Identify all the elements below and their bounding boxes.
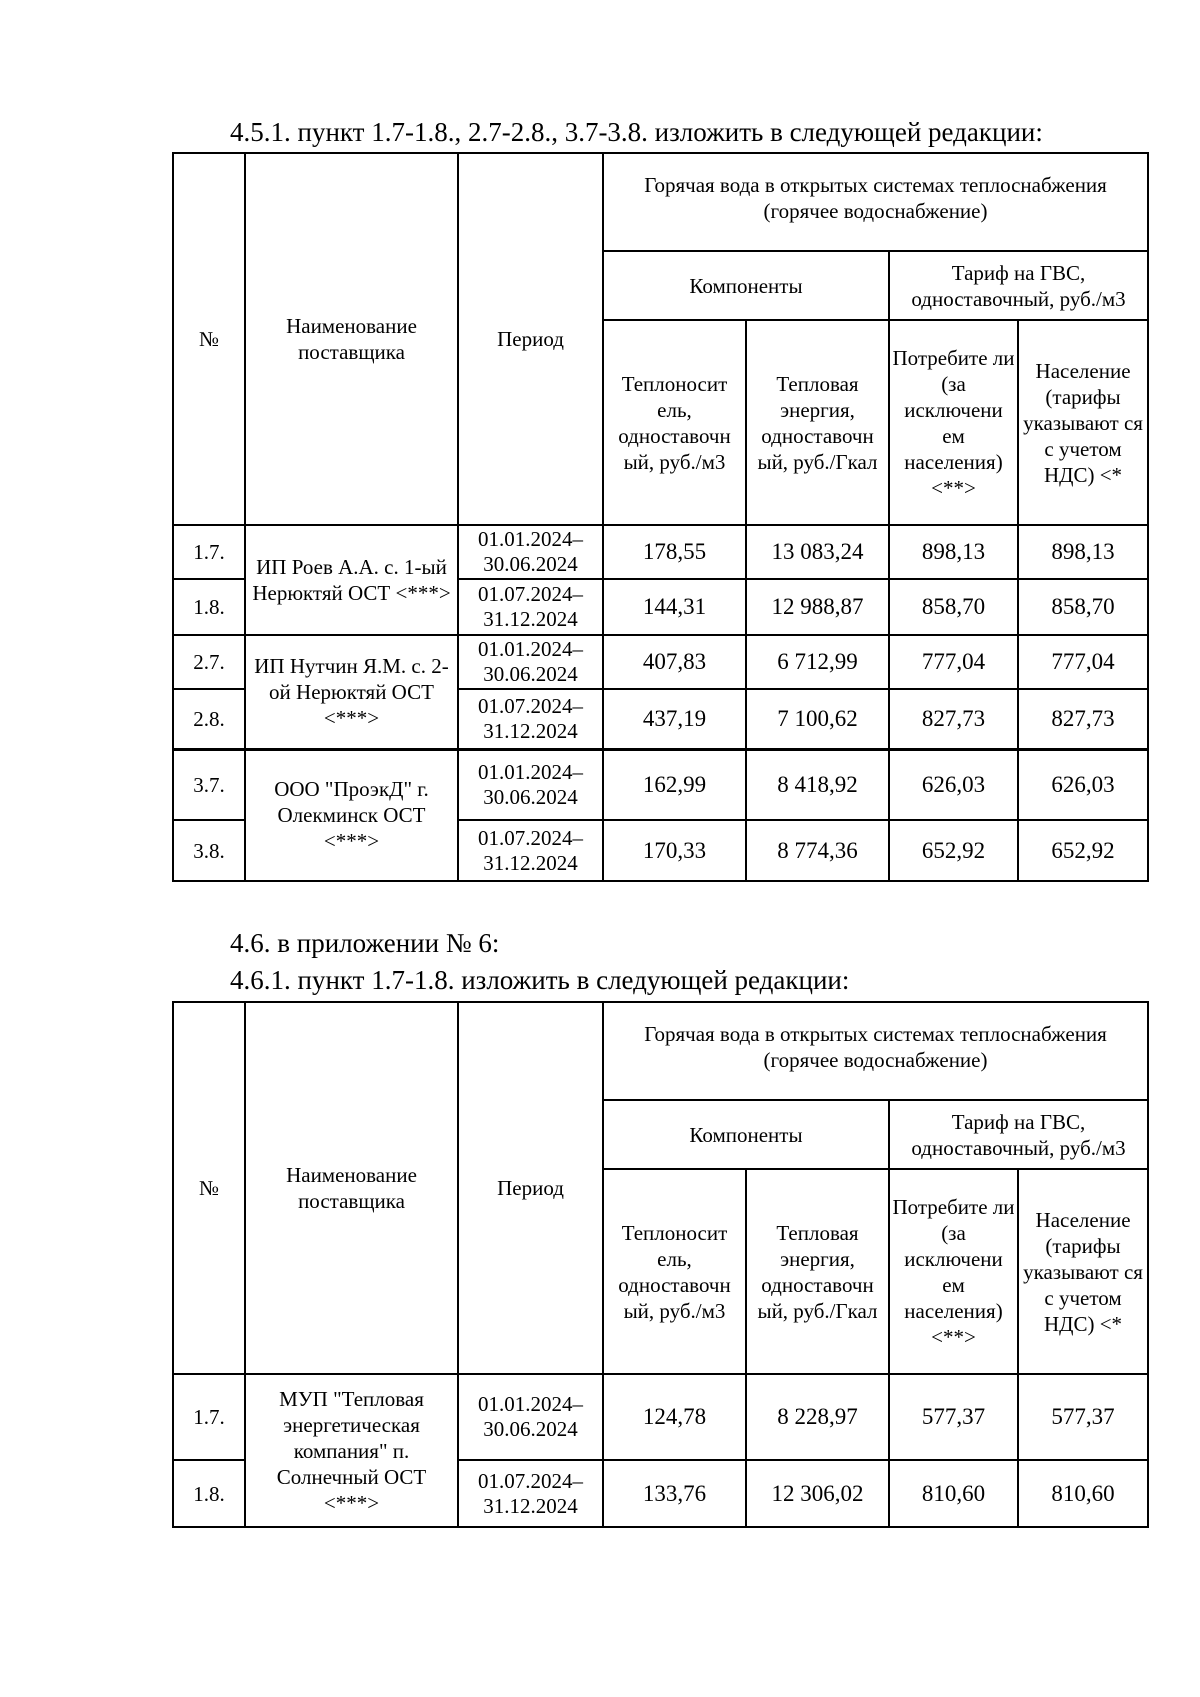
row-heat-energy: 7 100,62 bbox=[746, 689, 889, 749]
header-components: Компоненты bbox=[603, 1100, 889, 1169]
row-population: 577,37 bbox=[1018, 1374, 1148, 1460]
row-heat-energy: 8 228,97 bbox=[746, 1374, 889, 1460]
row-consumers: 827,73 bbox=[889, 689, 1018, 749]
row-consumers: 898,13 bbox=[889, 525, 1018, 579]
row-consumers: 810,60 bbox=[889, 1460, 1018, 1527]
row-num: 2.8. bbox=[173, 689, 245, 749]
row-period: 01.01.2024– 30.06.2024 bbox=[458, 1374, 603, 1460]
row-num: 1.8. bbox=[173, 1460, 245, 1527]
row-population: 898,13 bbox=[1018, 525, 1148, 579]
table-row bbox=[173, 749, 1148, 820]
row-heat-carrier: 144,31 bbox=[603, 579, 746, 635]
header-num: № bbox=[173, 1002, 245, 1374]
row-period: 01.07.2024– 31.12.2024 bbox=[458, 1460, 603, 1527]
row-num: 2.7. bbox=[173, 635, 245, 689]
table-row bbox=[173, 1374, 1148, 1460]
header-consumers: Потребите ли (за исключени ем населения) <**> bbox=[889, 320, 1018, 525]
row-population: 652,92 bbox=[1018, 820, 1148, 881]
row-heat-energy: 8 774,36 bbox=[746, 820, 889, 881]
row-num: 1.7. bbox=[173, 1374, 245, 1460]
row-consumers: 652,92 bbox=[889, 820, 1018, 881]
row-heat-carrier: 162,99 bbox=[603, 749, 746, 820]
header-tariff: Тариф на ГВС, одноставочный, руб./м3 bbox=[889, 251, 1148, 320]
header-period: Период bbox=[458, 153, 603, 525]
supplier-name: ИП Роев А.А. с. 1-ый Нерюктяй ОСТ <***> bbox=[245, 525, 458, 635]
row-period: 01.07.2024– 31.12.2024 bbox=[458, 689, 603, 749]
row-heat-carrier: 178,55 bbox=[603, 525, 746, 579]
row-population: 810,60 bbox=[1018, 1460, 1148, 1527]
row-population: 858,70 bbox=[1018, 579, 1148, 635]
header-group-title: Горячая вода в открытых системах теплоснабжения (горячее водоснабжение) bbox=[603, 153, 1148, 251]
supplier-name: МУП "Тепловая энергетическая компания" п. Солнечный ОСТ <***> bbox=[245, 1374, 458, 1527]
row-consumers: 777,04 bbox=[889, 635, 1018, 689]
row-period: 01.01.2024– 30.06.2024 bbox=[458, 635, 603, 689]
row-population: 827,73 bbox=[1018, 689, 1148, 749]
row-heat-carrier: 133,76 bbox=[603, 1460, 746, 1527]
row-period: 01.01.2024– 30.06.2024 bbox=[458, 749, 603, 820]
tariff-table-1 bbox=[172, 152, 1149, 882]
row-heat-carrier: 407,83 bbox=[603, 635, 746, 689]
header-period: Период bbox=[458, 1002, 603, 1374]
tariff-table-2 bbox=[172, 1001, 1149, 1528]
row-heat-energy: 6 712,99 bbox=[746, 635, 889, 689]
header-population: Население (тарифы указывают ся с учетом НДС) <* bbox=[1018, 320, 1148, 525]
header-supplier: Наименование поставщика bbox=[245, 1002, 458, 1374]
section1-heading: 4.5.1. пункт 1.7-1.8., 2.7-2.8., 3.7-3.8. изложить в следующей редакции: bbox=[230, 117, 1043, 147]
row-heat-energy: 12 988,87 bbox=[746, 579, 889, 635]
row-population: 626,03 bbox=[1018, 749, 1148, 820]
row-heat-carrier: 170,33 bbox=[603, 820, 746, 881]
row-num: 1.8. bbox=[173, 579, 245, 635]
row-period: 01.01.2024– 30.06.2024 bbox=[458, 525, 603, 579]
row-heat-carrier: 437,19 bbox=[603, 689, 746, 749]
row-num: 3.8. bbox=[173, 820, 245, 881]
header-supplier: Наименование поставщика bbox=[245, 153, 458, 525]
header-consumers: Потребите ли (за исключени ем населения) <**> bbox=[889, 1169, 1018, 1374]
row-period: 01.07.2024– 31.12.2024 bbox=[458, 820, 603, 881]
row-consumers: 626,03 bbox=[889, 749, 1018, 820]
supplier-name: ИП Нутчин Я.М. с. 2-ой Нерюктяй ОСТ <***> bbox=[245, 635, 458, 749]
header-components: Компоненты bbox=[603, 251, 889, 320]
section2-heading-b: 4.6.1. пункт 1.7-1.8. изложить в следующей редакции: bbox=[230, 965, 850, 995]
header-heat-carrier: Теплоносит ель, одноставочн ый, руб./м3 bbox=[603, 320, 746, 525]
row-heat-energy: 13 083,24 bbox=[746, 525, 889, 579]
row-heat-energy: 8 418,92 bbox=[746, 749, 889, 820]
header-tariff: Тариф на ГВС, одноставочный, руб./м3 bbox=[889, 1100, 1148, 1169]
row-consumers: 577,37 bbox=[889, 1374, 1018, 1460]
supplier-name: ООО "ПроэкД" г. Олекминск ОСТ <***> bbox=[245, 749, 458, 881]
row-consumers: 858,70 bbox=[889, 579, 1018, 635]
row-heat-carrier: 124,78 bbox=[603, 1374, 746, 1460]
header-num: № bbox=[173, 153, 245, 525]
table-row bbox=[173, 525, 1148, 579]
header-heat-energy: Тепловая энергия, одноставочн ый, руб./Гкал bbox=[746, 320, 889, 525]
header-heat-carrier: Теплоносит ель, одноставочн ый, руб./м3 bbox=[603, 1169, 746, 1374]
row-heat-energy: 12 306,02 bbox=[746, 1460, 889, 1527]
section2-heading-a: 4.6. в приложении № 6: bbox=[230, 928, 500, 958]
header-population: Население (тарифы указывают ся с учетом НДС) <* bbox=[1018, 1169, 1148, 1374]
table-row bbox=[173, 635, 1148, 689]
row-population: 777,04 bbox=[1018, 635, 1148, 689]
header-heat-energy: Тепловая энергия, одноставочн ый, руб./Гкал bbox=[746, 1169, 889, 1374]
header-group-title: Горячая вода в открытых системах теплоснабжения (горячее водоснабжение) bbox=[603, 1002, 1148, 1100]
row-num: 1.7. bbox=[173, 525, 245, 579]
row-period: 01.07.2024– 31.12.2024 bbox=[458, 579, 603, 635]
row-num: 3.7. bbox=[173, 749, 245, 820]
